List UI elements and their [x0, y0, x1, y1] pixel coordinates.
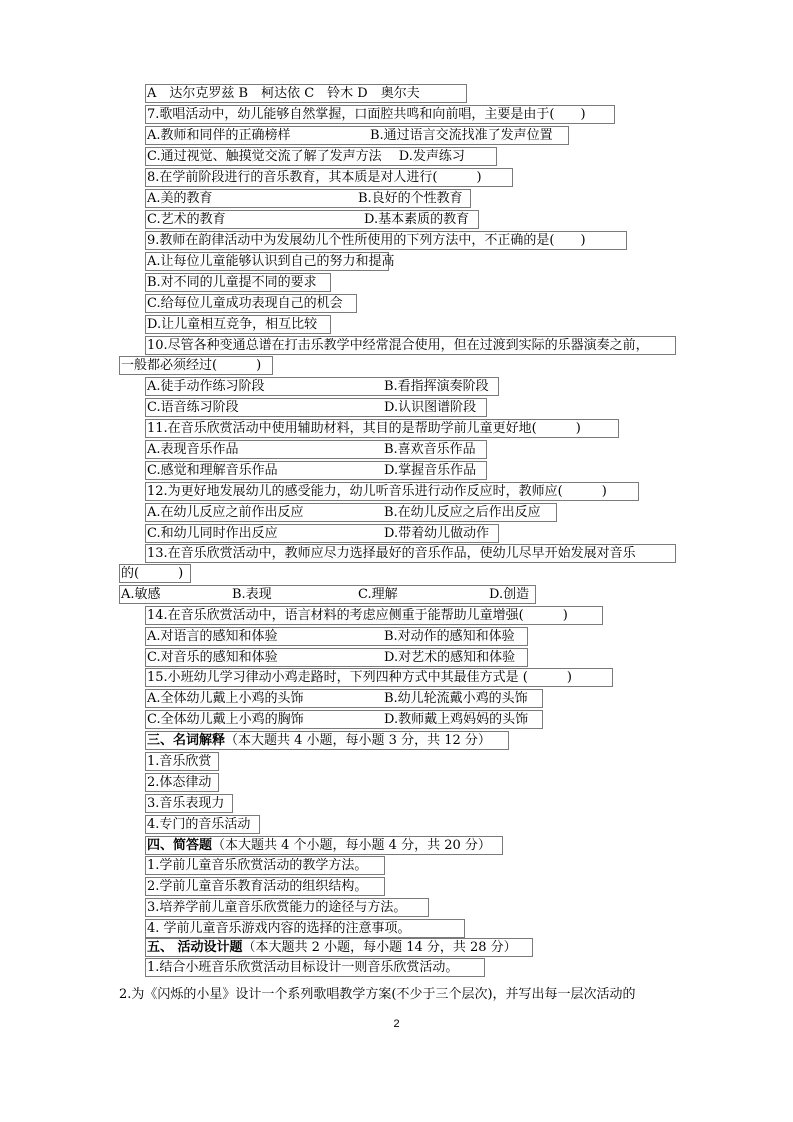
q11-stem: 11.在音乐欣赏活动中使用辅助材料，其目的是帮助学前儿童更好地( ): [147, 421, 581, 436]
q10-option-c: C.语音练习阶段: [147, 400, 239, 415]
q10-stem-line1: 10.尽管各种变通总谱在打击乐教学中经常混合使用，但在过渡到实际的乐器演奏之前，: [147, 338, 649, 353]
q14-stem: 14.在音乐欣赏活动中，语言材料的考虑应侧重于能帮助儿童增强( ): [147, 608, 568, 623]
section-5-heading: [147, 938, 517, 957]
q10-option-d: D.认识图谱阶段: [384, 400, 477, 415]
section-4-title: 四、简答题: [147, 838, 213, 853]
q11-option-d: D.掌握音乐作品: [384, 463, 477, 478]
q11-option-c: C.感觉和理解音乐作品: [147, 463, 278, 478]
section-3-item-1: 1.音乐欣赏: [147, 754, 212, 769]
q15-stem: 15.小班幼儿学习律动小鸡走路时，下列四种方式中其最佳方式是 ( ): [147, 670, 572, 685]
section-4-item-1: 1.学前儿童音乐欣赏活动的教学方法。: [147, 858, 368, 873]
q10-stem-line2: 一般都必须经过( ): [121, 358, 262, 373]
q9-option-b: B.对不同的儿童提不同的要求: [147, 275, 317, 290]
q14-option-b: B.对动作的感知和体验: [384, 629, 515, 644]
q14-option-d: D.对艺术的感知和体验: [384, 650, 516, 665]
q15-option-c: C.全体幼儿戴上小鸡的胸饰: [147, 712, 304, 727]
q14-option-a: A.对语言的感知和体验: [147, 629, 278, 644]
q15-option-d: D.教师戴上鸡妈妈的头饰: [384, 712, 529, 727]
q9-stem: 9.教师在韵律活动中为发展幼儿个性所使用的下列方法中，不正确的是( ): [147, 233, 586, 248]
q7-option-b: B.通过语言交流找准了发声位置: [370, 128, 553, 143]
q12-option-d: D.带着幼儿做动作: [384, 526, 490, 541]
q11-option-b: B.喜欢音乐作品: [384, 442, 476, 457]
section-4-heading: [147, 836, 491, 855]
q12-option-a: A.在幼儿反应之前作出反应: [147, 505, 304, 520]
q8-stem: 8.在学前阶段进行的音乐教育，其本质是对人进行( ): [147, 170, 482, 185]
section-3-item-3: 3.音乐表现力: [147, 796, 225, 811]
q7-option-a: A.教师和同伴的正确榜样: [147, 128, 291, 143]
q13-option-a: A.敏感: [121, 587, 161, 602]
q9-option-c: C.给每位儿童成功表现自己的机会: [147, 296, 343, 311]
q14-option-c: C.对音乐的感知和体验: [147, 650, 278, 665]
q7-option-cd: C.通过视觉、触摸觉交流了解了发声方法 D.发声练习: [147, 149, 465, 164]
section-3-note: （本大题共 4 小题，每小题 3 分，共 12 分）: [225, 733, 491, 748]
section-5-item-2: 2.为《闪烁的小星》设计一个系列歌唱教学方案(不少于三个层次)，并写出每一层次活动的: [119, 987, 636, 1002]
q15-option-a: A.全体幼儿戴上小鸡的头饰: [147, 691, 304, 706]
q13-stem-line1: 13.在音乐欣赏活动中，教师应尽力选择最好的音乐作品，使幼儿尽早开始发展对音乐: [147, 546, 636, 561]
q9-option-d: D.让儿童相互竞争，相互比较: [147, 317, 318, 332]
q8-option-c: C.艺术的教育: [147, 212, 226, 227]
q6-options: A 达尔克罗兹 B 柯达依 C 铃木 D 奥尔夫: [147, 86, 420, 101]
section-3-heading: [147, 731, 491, 750]
section-4-item-3: 3.培养学前儿童音乐欣赏能力的途径与方法。: [147, 900, 407, 915]
section-3-item-2: 2.体态律动: [147, 775, 212, 790]
page-number: 2: [393, 1018, 400, 1030]
section-3-title: 三、名词解释: [147, 733, 226, 748]
q10-option-b: B.看指挥演奏阶段: [384, 379, 489, 394]
section-4-note: （本大题共 4 个小题，每小题 4 分，共 20 分）: [212, 838, 491, 853]
section-5-note: （本大题共 2 小题，每小题 14 分，共 28 分）: [242, 940, 517, 955]
q12-option-c: C.和幼儿同时作出反应: [147, 526, 278, 541]
q11-option-a: A.表现音乐作品: [147, 442, 239, 457]
section-3-item-4: 4.专门的音乐活动: [147, 817, 251, 832]
q9-option-a: A.让每位儿童能够认识到自己的努力和提高: [147, 254, 395, 269]
q7-stem: 7.歌唱活动中，幼儿能够自然掌握，口面腔共鸣和向前唱，主要是由于( ): [147, 107, 586, 122]
section-5-title: 五、 活动设计题: [147, 940, 243, 955]
q13-option-c: C.理解: [358, 587, 398, 602]
q13-option-b: B.表现: [232, 587, 272, 602]
section-5-item-1: 1.结合小班音乐欣赏活动目标设计一则音乐欣赏活动。: [147, 960, 459, 975]
section-4-item-2: 2.学前儿童音乐教育活动的组织结构。: [147, 879, 368, 894]
q12-stem: 12.为更好地发展幼儿的感受能力，幼儿听音乐进行动作反应时，教师应( ): [147, 484, 607, 499]
q8-option-a: A.美的教育: [147, 191, 213, 206]
q12-option-b: B.在幼儿反应之后作出反应: [384, 505, 541, 520]
q10-option-a: A.徒手动作练习阶段: [147, 379, 265, 394]
q15-option-b: B.幼儿轮流戴小鸡的头饰: [384, 691, 528, 706]
section-4-item-4: 4. 学前儿童音乐游戏内容的选择的注意事项。: [147, 921, 411, 936]
q13-stem-line2: 的( ): [121, 566, 184, 581]
q8-option-b: B.良好的个性教育: [358, 191, 463, 206]
q8-option-d: D.基本素质的教育: [364, 212, 470, 227]
q13-option-d: D.创造: [489, 587, 530, 602]
